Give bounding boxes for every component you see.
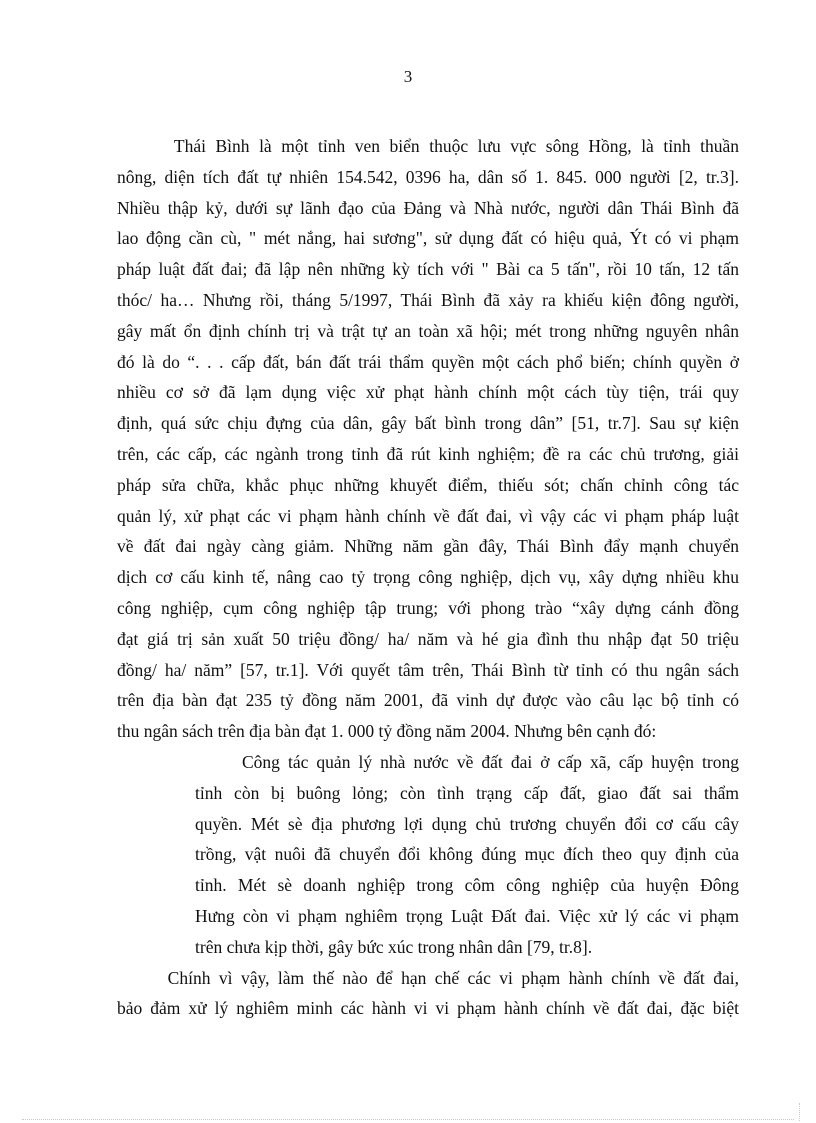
text-line: về đất đai ngày càng giảm. Những năm gần đây, Thái Bình đẩy mạnh chuyển	[117, 536, 739, 557]
text-line: dịch cơ cấu kinh tế, nâng cao tỷ trọng công nghiệp, dịch vụ, xây dựng nhiều khu	[117, 567, 739, 588]
quote-line: tỉnh còn bị buông lỏng; còn tình trạng cấp đất, giao đất sai thẩm	[195, 782, 739, 803]
text-line: Chính vì vậy, làm thế nào để hạn chế các vi phạm hành chính về đất đai,	[117, 967, 739, 988]
quote-line: Hưng còn vi phạm nghiêm trọng Luật Đất đai. Việc xử lý các vi phạm	[195, 905, 739, 926]
text-line: thu ngân sách trên địa bàn đạt 1. 000 tỷ đồng năm 2004. Nhưng bên cạnh đó:	[117, 721, 657, 742]
quote-line: trồng, vật nuôi đã chuyển đổi không đúng mục đích theo quy định của	[195, 844, 739, 865]
quote-line: Công tác quản lý nhà nước về đất đai ở cấp xã, cấp huyện trong	[242, 751, 739, 772]
text-line: pháp sửa chữa, khắc phục những khuyết điểm, thiếu sót; chấn chỉnh công tác	[117, 474, 739, 495]
text-line: trên địa bàn đạt 235 tỷ đồng năm 2001, đã vinh dự được vào câu lạc bộ tỉnh có	[117, 690, 739, 711]
text-line: trên, các cấp, các ngành trong tỉnh đã rút kinh nghiệm; đề ra các chủ trương, giải	[117, 443, 739, 464]
text-line: quản lý, xử phạt các vi phạm hành chính về đất đai, vì vậy các vi phạm pháp luật	[117, 505, 739, 526]
text-line: Nhiều thập kỷ, dưới sự lãnh đạo của Đảng và Nhà nước, người dân Thái Bình đã	[117, 197, 739, 218]
text-line: định, quá sức chịu đựng của dân, gây bất bình trong dân” [51, tr.7]. Sau sự kiện	[117, 413, 739, 434]
quote-line: quyền. Mét sè địa phương lợi dụng chủ trương chuyển đổi cơ cấu cây	[195, 813, 739, 834]
quote-line: tỉnh. Mét sè doanh nghiệp trong côm công nghiệp của huyện Đông	[195, 875, 739, 896]
text-line: đạt giá trị sản xuất 50 triệu đồng/ ha/ năm và hé gia đình thu nhập đạt 50 triệu	[117, 628, 739, 649]
quote-line: trên chưa kịp thời, gây bức xúc trong nhân dân [79, tr.8].	[195, 936, 593, 957]
text-line: nông, diện tích đất tự nhiên 154.542, 0396 ha, dân số 1. 845. 000 người [2, tr.3].	[117, 166, 739, 187]
paragraph-2	[117, 963, 739, 1025]
text-line: đó là do “. . . cấp đất, bán đất trái thẩm quyền một cách phổ biến; chính quyền ở	[117, 351, 739, 372]
page-corner-mark	[799, 1103, 814, 1121]
document-body	[117, 131, 739, 1024]
text-line: pháp luật đất đai; đã lập nên những kỳ tích với " Bài ca 5 tấn", rồi 10 tấn, 12 tấn	[117, 259, 739, 280]
text-line: thóc/ ha… Nhưng rồi, tháng 5/1997, Thái Bình đã xảy ra khiếu kiện đông người,	[117, 289, 739, 310]
page-number: 3	[403, 67, 413, 86]
text-line: gây mất ổn định chính trị và trật tự an toàn xã hội; mét trong những nguyên nhân	[117, 320, 739, 341]
paragraph-1	[117, 131, 739, 747]
text-line: đồng/ ha/ năm” [57, tr.1]. Với quyết tâm trên, Thái Bình từ tỉnh có thu ngân sách	[117, 659, 739, 680]
text-line: nhiều cơ sở đã lạm dụng việc xử phạt hành chính một cách tùy tiện, trái quy	[117, 382, 739, 403]
text-line: Thái Bình là một tỉnh ven biển thuộc lưu vực sông Hồng, là tỉnh thuần	[117, 136, 739, 156]
text-line: công nghiệp, cụm công nghiệp tập trung; với phong trào “xây dựng cánh đồng	[117, 597, 739, 618]
block-quote	[117, 747, 739, 963]
page-edge-divider	[22, 1119, 794, 1120]
text-line: bảo đảm xử lý nghiêm minh các hành vi vi phạm hành chính về đất đai, đặc biệt	[117, 998, 739, 1019]
text-line: lao động cần cù, " mét nắng, hai sương", sử dụng đất có hiệu quả, Ýt có vi phạm	[117, 228, 739, 249]
